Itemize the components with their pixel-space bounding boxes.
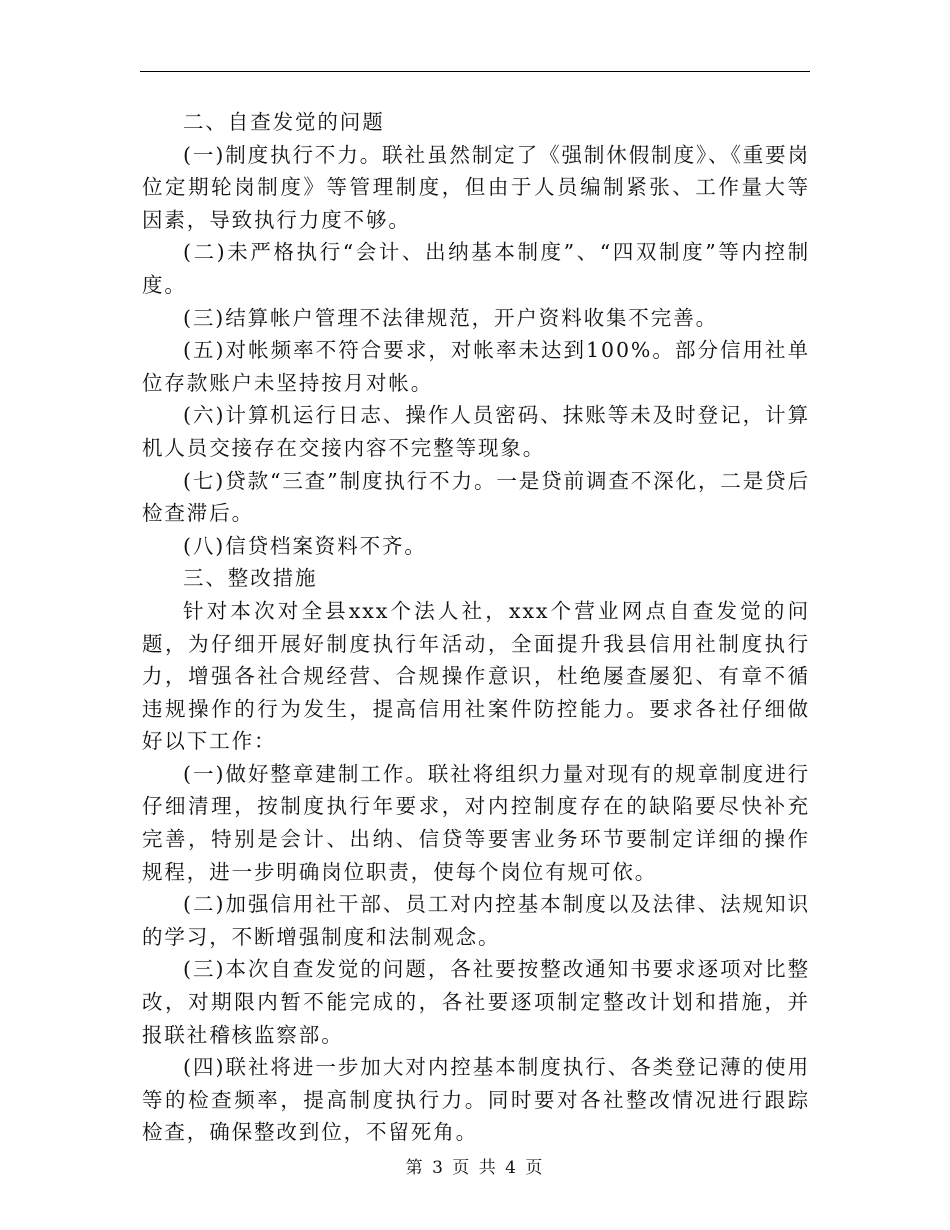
- paragraph: 针对本次对全县xxx个法人社，xxx个营业网点自查发觉的问题，为仔细开展好制度执行年活动，全面提升我县信用社制度执行力，增强各社合规经营、合规操作意识，杜绝屡查屡犯、有章不循违规操作的行为发生，提高信用社案件防控能力。要求各社仔细做好以下工作：: [142, 598, 810, 754]
- paragraph: (八)信贷档案资料不齐。: [183, 533, 427, 558]
- paragraph: (七)贷款“三查”制度执行不力。一是贷前调查不深化，二是贷后检查滞后。: [142, 468, 810, 526]
- section-heading-problems: 二、自查发觉的问题: [183, 110, 385, 134]
- paragraph: (三)结算帐户管理不法律规范，开户资料收集不完善。: [183, 305, 718, 330]
- paragraph: (四)联社将进一步加大对内控基本制度执行、各类登记薄的使用等的检查频率，提高制度执行力。同时要对各社整改情况进行跟踪检查，确保整改到位，不留死角。: [142, 1055, 810, 1145]
- section-heading-measures: 三、整改措施: [183, 566, 318, 591]
- paragraph: (六)计算机运行日志、操作人员密码、抹账等未及时登记，计算机人员交接存在交接内容不完整等现象。: [142, 403, 810, 460]
- paragraph: (一)做好整章建制工作。联社将组织力量对现有的规章制度进行仔细清理，按制度执行年要求，对内控制度存在的缺陷要尽快补充完善，特别是会计、出纳、信贷等要害业务环节要制定详细的操作规程，进一步明确岗位职责，使每个岗位有规可依。: [142, 761, 810, 884]
- paragraph: (一)制度执行不力。联社虽然制定了《强制休假制度》、《重要岗位定期轮岗制度》等管理制度，但由于人员编制紧张、工作量大等因素，导致执行力度不够。: [142, 142, 810, 232]
- paragraph: (三)本次自查发觉的问题，各社要按整改通知书要求逐项对比整改，对期限内暂不能完成的，各社要逐项制定整改计划和措施，并报联社稽核监察部。: [142, 957, 810, 1047]
- document-body: [142, 106, 810, 1149]
- header-rule: [140, 71, 810, 72]
- paragraph: (五)对帐频率不符合要求，对帐率未达到100%。部分信用社单位存款账户未坚持按月对帐。: [142, 338, 810, 395]
- paragraph: (二)未严格执行“会计、出纳基本制度”、“四双制度”等内控制度。: [142, 240, 810, 297]
- paragraph: (二)加强信用社干部、员工对内控基本制度以及法律、法规知识的学习，不断增强制度和法制观念。: [142, 892, 810, 949]
- page-number: 第 3 页 共 4 页: [405, 1158, 545, 1178]
- page-footer: [0, 1153, 950, 1178]
